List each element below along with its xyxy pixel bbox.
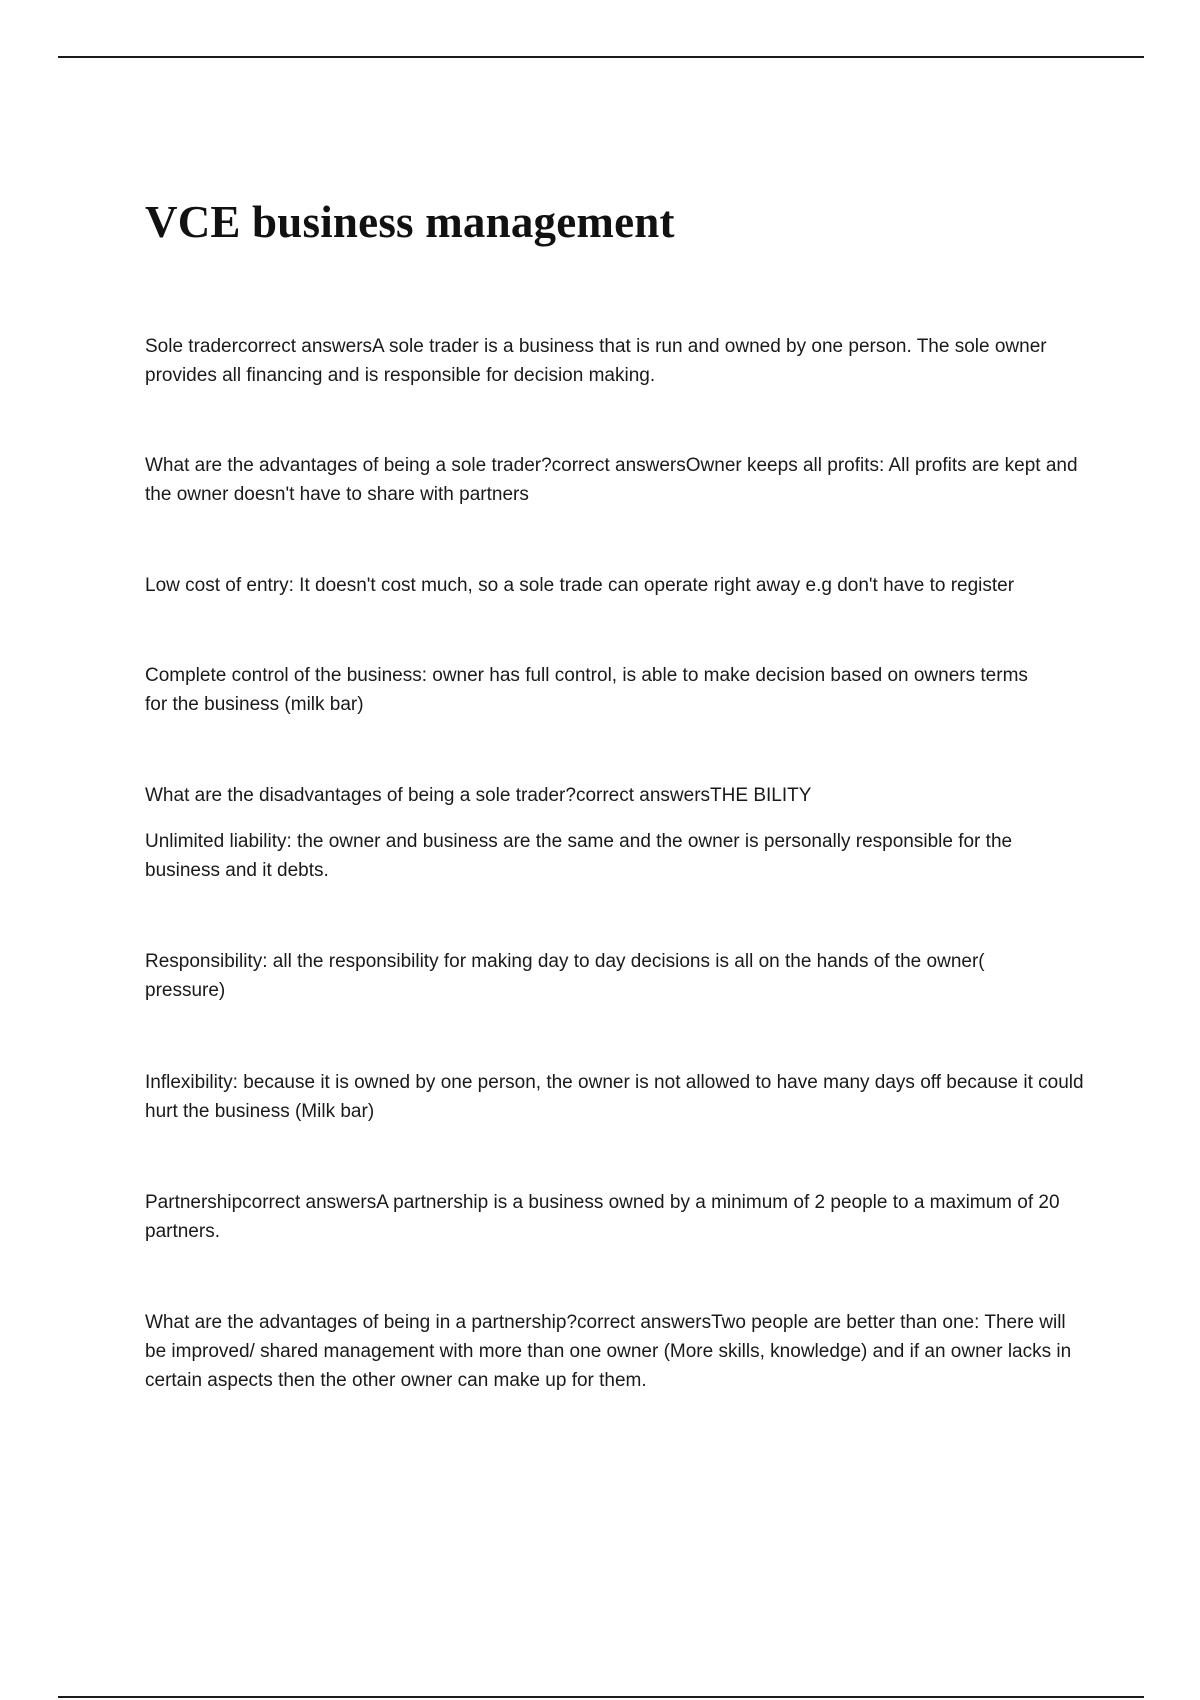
paragraph-responsibility: Responsibility: all the responsibility for making day to day decisions is all on the hands of the owner( pressure) <box>145 951 985 1001</box>
top-rule <box>58 56 1144 58</box>
paragraph-inflexibility: Inflexibility: because it is owned by one person, the owner is not allowed to have many days off because it could hurt the business (Milk bar) <box>145 1072 1084 1122</box>
paragraph-partnership: Partnershipcorrect answersA partnership is a business owned by a minimum of 2 people to a maximum of 20 partners. <box>145 1192 1060 1242</box>
paragraph-partnership-advantages: What are the advantages of being in a partnership?correct answersTwo people are better than one: There will be improved/ shared management with more than one owner (More skills, knowledge) and if an owner lacks in certain aspects then the other owner can make up for them. <box>145 1312 1072 1391</box>
paragraph-low-cost-entry: Low cost of entry: It doesn't cost much, so a sole trade can operate right away e.g don't have to register <box>145 575 1015 596</box>
document-title: VCE business management <box>145 197 675 247</box>
paragraph-unlimited-liability: Unlimited liability: the owner and business are the same and the owner is personally responsible for the business and it debts. <box>145 831 1013 881</box>
paragraph-complete-control: Complete control of the business: owner has full control, is able to make decision based on owners terms for the business (milk bar) <box>145 665 1028 715</box>
paragraph-sole-trader-disadvantages: What are the disadvantages of being a sole trader?correct answersTHE BILITY <box>145 785 812 806</box>
bottom-rule <box>58 1696 1144 1698</box>
paragraph-sole-trader: Sole tradercorrect answersA sole trader is a business that is run and owned by one person. The sole owner provides all financing and is responsible for decision making. <box>145 336 1047 386</box>
paragraph-sole-trader-advantages: What are the advantages of being a sole trader?correct answersOwner keeps all profits: All profits are kept and the owner doesn't have to share with partners <box>145 455 1078 505</box>
